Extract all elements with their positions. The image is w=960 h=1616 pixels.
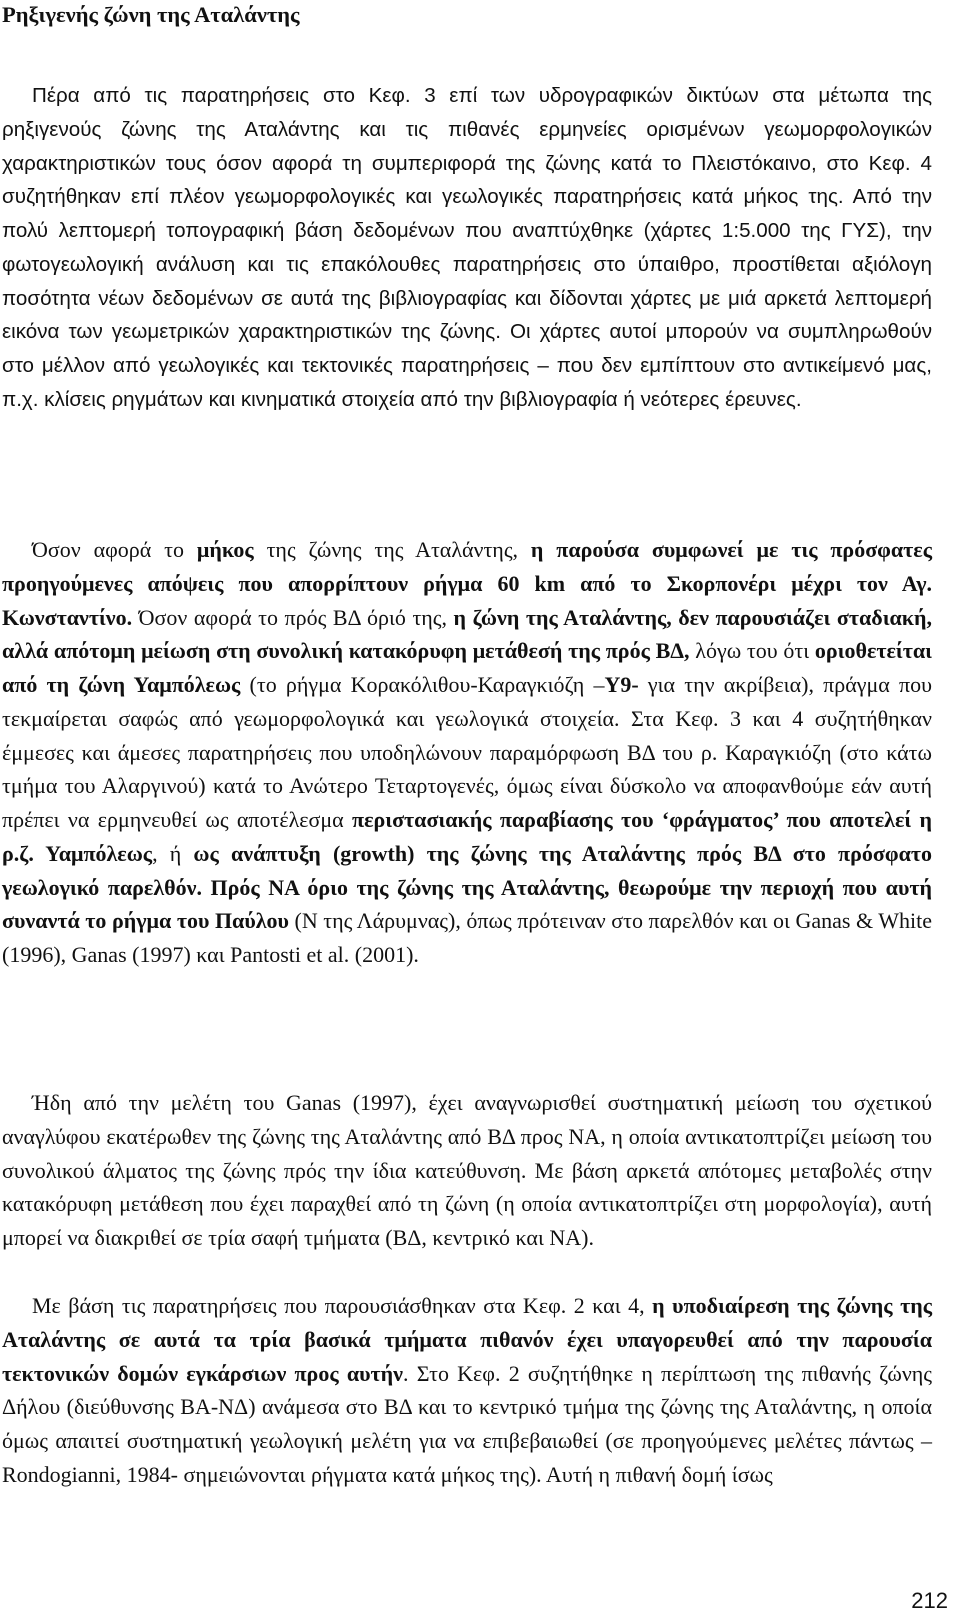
paragraph-2-text: Όσον αφορά το [32,537,197,562]
paragraph-2-text: (το ρήγμα Κορακόλιθου-Καραγκιόζη – [240,672,605,697]
paragraph-2-text: , ή [152,840,194,866]
page-number: 212 [911,1588,948,1613]
paragraph-4 [2,1289,932,1492]
paragraph-2-bold: οριοθετείται από τη ζώνη Υαμπόλεως [2,638,932,697]
paragraph-2-text: λόγω του ότι [689,638,815,664]
paragraph-3: Ήδη από την μελέτη του Ganas (1997), έχει αναγνωρισθεί συστηματική μείωση του σχετικού αναγλύφου εκατέρωθεν της ζώνης της Αταλάντης από ΒΔ προς ΝΑ, η οποία αντικατοπτρίζει μείωση του συνολικού άλματος της ζώνης πρός την ίδια κατεύθυνση. Με βάση αρκετά απότομες μεταβολές στην κατακόρυφη μετάθεση που έχει παραχθεί από τη ζώνη (η οποία αντικατοπτρίζει στη μορφολογία), αυτή μπορεί να διακριθεί σε τρία σαφή τμήματα (ΒΔ, κεντρικό και ΝΑ). [2,1090,932,1250]
paragraph-2-text: Όσον αφορά το πρός ΒΔ όριό της, [132,604,454,630]
paragraph-2-text: για την ακρίβεια), πράγμα που τεκμαίρεται σαφώς από γεωμορφολογικά και γεωλογικά στοιχεία. Στα Κεφ. 3 και 4 συζητήθηκαν έμμεσες και άμεσες παρατηρήσεις που υποδηλώνουν παραμόρφωση ΒΔ του ρ. Καραγκιόζη (στο κάτω τμήμα του Αλαργινού) κατά το Ανώτερο Τεταρτογενές, όμως είναι δύσκολο να αποφανθούμε εάν αυτή πρέπει να ερμηνευθεί ως αποτέλεσμα [2,672,932,832]
paragraph-2-text: της ζώνης της Αταλάντης, [253,537,531,562]
paragraph-2 [2,533,932,972]
paragraph-1: Πέρα από τις παρατηρήσεις στο Κεφ. 3 επί των υδρογραφικών δικτύων στα μέτωπα της ρηξιγενούς ζώνης της Αταλάντης και τις πιθανές ερμηνείες ορισμένων γεωμορφολογικών χαρακτηριστικών τους όσον αφορά τη συμπεριφορά της ζώνης κατά το Πλειστόκαινο, στο Κεφ. 4 συζητήθηκαν επί πλέον γεωμορφολογικές και γεωλογικές παρατηρήσεις κατά μήκος της. Από την πολύ λεπτομερή τοπογραφική βάση δεδομένων που αναπτύχθηκε (χάρτες 1:5.000 της ΓΥΣ), την φωτογεωλογική ανάλυση και τις επακόλουθες παρατηρήσεις στο ύπαιθρο, προστίθεται αξιόλογη ποσότητα νέων δεδομένων σε αυτά της βιβλιογραφίας και δίδονται χάρτες με μιά αρκετά λεπτομερή εικόνα των γεωμετρικών χαρακτηριστικών της ζώνης. Οι χάρτες αυτοί μπορούν να συμπληρωθούν στο μέλλον από γεωλογικές και τεκτονικές παρατηρήσεις – που δεν εμπίπτουν στο αντικείμενό μας, π.χ. κλίσεις ρηγμάτων και κινηματικά στοιχεία από την βιβλιογραφία ή νεότερες έρευνες. [2,84,932,411]
paragraph-4-text: . Στο Κεφ. 2 συζητήθηκε η περίπτωση της πιθανής ζώνης Δήλου (διεύθυνσης ΒΑ-ΝΔ) ανάμεσα στο ΒΔ και το κεντρικό τμήμα της ζώνης της Αταλάντης, η οποία όμως απαιτεί συστηματική γεωλογική μελέτη για να επιβεβαιωθεί (σε προηγούμενες μελέτες πάντως –Rondogianni, 1984- σημειώνονται ρήγματα κατά μήκος της). Αυτή η πιθανή δομή ίσως [2,1360,933,1487]
paragraph-4-text: Με βάση τις παρατηρήσεις που παρουσιάσθηκαν στα Κεφ. 2 και 4, [32,1293,653,1318]
paragraph-2-bold: περιστασιακής παραβίασης του ‘φράγματος’ που αποτελεί η ρ.ζ. Υαμπόλεως [2,807,932,866]
paragraph-4-bold: η υποδιαίρεση της ζώνης της Αταλάντης σε αυτά τα τρία βασικά τμήματα πιθανόν έχει υπαγορευθεί από την παρουσία τεκτονικών δομών εγκάρσιων προς αυτήν [2,1293,932,1386]
section-title: Ρηξιγενής ζώνη της Αταλάντης [2,2,300,27]
paragraph-2-bold: μήκος [196,537,254,562]
paragraph-2-bold: η παρούσα συμφωνεί με τις πρόσφατες προηγούμενες απόψεις που απορρίπτουν ρήγμα 60 km από το Σκορπονέρι μέχρι τον Αγ. Κωνσταντίνο. [2,537,932,630]
paragraph-2-text: (Ν της Λάρυμνας), όπως πρότειναν στο παρελθόν και οι Ganas & White (1996), Ganas (1997) και Pantosti et al. (2001). [2,908,932,967]
paragraph-2-bold: Y9- [604,672,639,697]
paragraph-2-bold: ως ανάπτυξη (growth) της ζώνης της Αταλάντης πρός ΒΔ στο πρόσφατο γεωλογικό παρελθόν. Πρός ΝΑ όριο της ζώνης της Αταλάντης, θεωρούμε την περιοχή που αυτή συναντά το ρήγμα του Παύλου [2,840,932,934]
paragraph-2-bold: η ζώνη της Αταλάντης, δεν παρουσιάζει σταδιακή, αλλά απότομη μείωση στη συνολική κατακόρυφη μετάθεσή της πρός ΒΔ, [2,604,933,664]
